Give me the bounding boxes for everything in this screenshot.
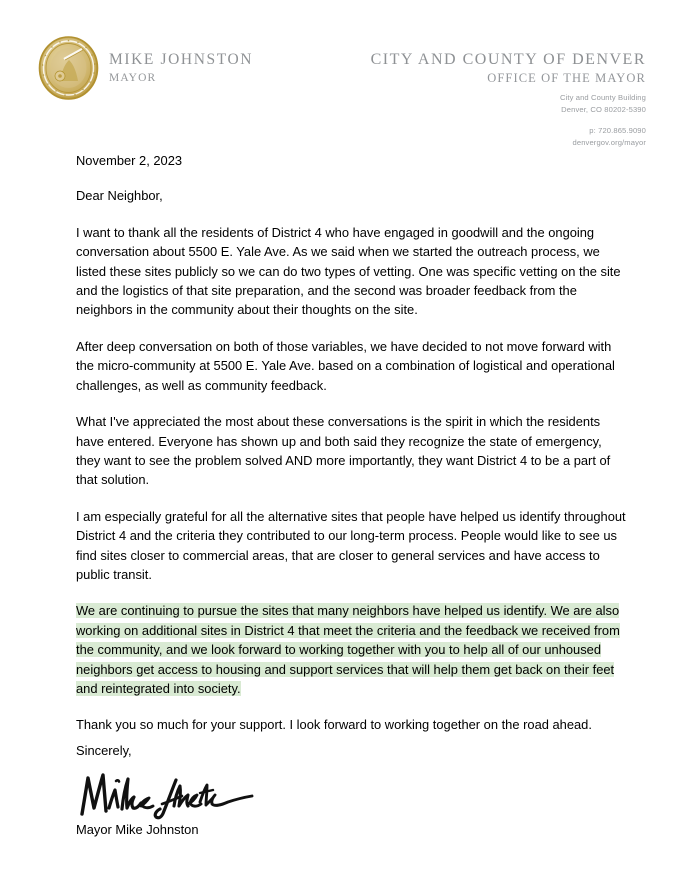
mayor-role: MAYOR — [109, 71, 157, 84]
highlight-mark: We are continuing to pursue the sites that many neighbors have helped us identify. We are also working on additional sites in District 4 that meet the criteria and the feedback we received from the community, and we look forward to working together with you to help all of our unhoused neighbors get access to housing and support services that will help them get back on their feet and reintegrated into society. — [76, 603, 620, 696]
letter-body — [76, 152, 629, 839]
highlighted-paragraph — [76, 601, 629, 698]
denver-seal-icon — [38, 36, 99, 100]
signature-image — [76, 768, 276, 820]
letter-signoff: Sincerely, — [76, 742, 132, 758]
letter-paragraph: I am especially grateful for all the alternative sites that people have helped us identify throughout District 4 and the criteria they contributed to our long-term process. People would like to see us find sites closer to commercial areas, that are closer to general services and have access to public transit. — [76, 508, 626, 582]
letter-salutation: Dear Neighbor, — [76, 188, 163, 204]
letter-paragraph: After deep conversation on both of those variables, we have decided to not move forward with the micro-community at 5500 E. Yale Ave. based on a combination of logistical and operational challenges, as well as community feedback. — [76, 338, 615, 393]
contact-block — [560, 92, 646, 149]
organization-block — [371, 50, 646, 86]
letter-thanks: Thank you so much for your support. I look forward to working together on the road ahead. — [76, 717, 592, 733]
letter-paragraph: What I've appreciated the most about these conversations is the spirit in which the residents have entered. Everyone has shown up and both said they recognize the state of emergency, they want to see the problem solved AND more importantly, they want District 4 to be a part of that solution. — [76, 414, 611, 488]
website-url: denvergov.org/mayor — [572, 137, 646, 147]
signer-name: Mayor Mike Johnston — [76, 822, 199, 838]
letterhead — [0, 0, 683, 150]
mayor-name: MIKE JOHNSTON — [109, 51, 254, 68]
letter-paragraph: I want to thank all the residents of District 4 who have engaged in goodwill and the ongoing conversation about 5500 E. Yale Ave. As we said when we started the outreach process, we listed these sites publicly so we can do two types of vetting. One was specific vetting on the site and the logistics of that site preparation, and the second was broader feedback from the neighbors in the community about their thoughts on the site. — [76, 224, 621, 318]
organization-subtitle: OFFICE OF THE MAYOR — [487, 71, 646, 86]
letter-date: November 2, 2023 — [76, 153, 183, 168]
address-line-2: Denver, CO 80202-5390 — [561, 105, 646, 115]
mayor-brand-block — [109, 51, 253, 84]
phone-number: p: 720.865.9090 — [589, 125, 646, 135]
address-line-1: City and County Building — [559, 93, 646, 102]
contact-spacer — [560, 117, 646, 125]
organization-title: CITY AND COUNTY OF DENVER — [370, 51, 646, 68]
